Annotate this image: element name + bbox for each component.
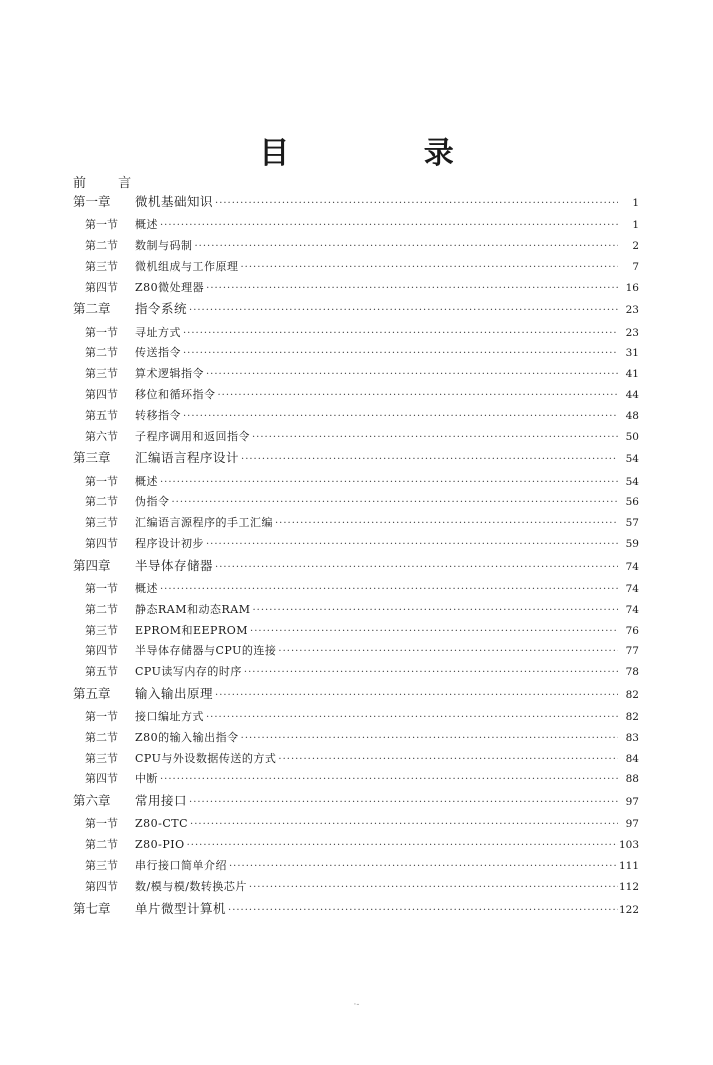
toc-section-row <box>73 642 639 663</box>
chapter-number: 第二章 <box>73 301 111 317</box>
dot-leader <box>190 819 618 830</box>
dot-leader <box>215 562 618 573</box>
dot-leader <box>183 348 618 359</box>
chapter-title: 半导体存储器 <box>135 557 214 573</box>
section-title: EPROM和EEPROM <box>135 623 249 637</box>
page-number: 31 <box>625 347 639 360</box>
section-number: 第二节 <box>85 730 118 744</box>
page-number: 97 <box>625 818 639 831</box>
table-of-contents <box>73 192 639 923</box>
chapter-title: 单片微型计算机 <box>135 900 227 916</box>
dot-leader <box>275 518 618 529</box>
section-number: 第三节 <box>85 516 118 530</box>
section-number: 第一节 <box>85 474 118 488</box>
section-title: 传送指令 <box>135 346 181 360</box>
page-number: 23 <box>625 304 639 317</box>
dot-leader <box>187 840 618 851</box>
toc-section-row <box>73 386 639 407</box>
dot-leader <box>206 539 618 550</box>
section-title: Z80-PIO <box>135 838 185 852</box>
page-number: 1 <box>632 197 639 209</box>
section-number: 第六节 <box>85 429 118 443</box>
dot-leader <box>183 411 618 422</box>
section-title: 微机组成与工作原理 <box>135 259 239 273</box>
chapter-title: 常用接口 <box>135 793 188 809</box>
dot-leader <box>278 754 618 765</box>
section-title: 子程序调用和返回指令 <box>135 429 250 443</box>
dot-leader <box>206 712 618 723</box>
chapter-title: 输入输出原理 <box>135 685 214 701</box>
toc-section-row <box>73 324 639 345</box>
page-number: 83 <box>625 731 639 744</box>
dot-leader <box>189 305 618 316</box>
chapter-number: 第七章 <box>73 900 111 916</box>
preface-heading: 前 言 <box>73 176 146 191</box>
section-number: 第三节 <box>85 859 118 873</box>
section-number: 第四节 <box>85 772 118 786</box>
section-number: 第二节 <box>85 346 118 360</box>
toc-section-row <box>73 836 639 857</box>
page-number: 54 <box>625 453 639 466</box>
dot-leader <box>206 283 618 294</box>
toc-chapter-row <box>73 899 639 923</box>
page-number: 23 <box>625 326 639 339</box>
toc-section-row <box>73 708 639 729</box>
toc-section-row <box>73 535 639 556</box>
dot-leader <box>249 882 618 893</box>
dot-leader <box>250 626 618 637</box>
page-number: 44 <box>625 388 639 401</box>
toc-section-row <box>73 473 639 494</box>
section-number: 第三节 <box>85 367 118 381</box>
dot-leader <box>172 497 619 508</box>
chapter-title: 微机基础知识 <box>135 194 214 209</box>
page-number: 57 <box>625 517 639 530</box>
section-title: 串行接口简单介绍 <box>135 859 227 873</box>
page-footer-mark: ·- <box>353 1000 360 1010</box>
section-number: 第三节 <box>85 751 118 765</box>
section-title: 概述 <box>135 581 158 595</box>
page-number: 50 <box>625 430 639 443</box>
toc-section-row <box>73 580 639 601</box>
chapter-title: 指令系统 <box>135 301 188 317</box>
toc-section-row <box>73 344 639 365</box>
toc-section-row <box>73 237 639 258</box>
toc-chapter-row <box>73 556 639 580</box>
toc-chapter-row <box>73 448 639 472</box>
section-title: 静态RAM和动态RAM <box>135 602 251 616</box>
section-title: Z80-CTC <box>135 817 189 831</box>
chapter-number: 第一章 <box>73 194 111 209</box>
page-number: 48 <box>625 409 639 422</box>
page-number: 97 <box>625 796 639 809</box>
section-number: 第一节 <box>85 325 118 339</box>
dot-leader <box>229 861 618 872</box>
page-title: 目 录 <box>259 136 516 171</box>
section-title: 中断 <box>135 772 158 786</box>
page-number: 56 <box>625 496 639 509</box>
page-number: 16 <box>625 281 639 294</box>
dot-leader <box>206 369 618 380</box>
page-number: 111 <box>618 860 639 873</box>
chapter-number: 第五章 <box>73 685 111 701</box>
page-number: 103 <box>618 839 639 852</box>
dot-leader <box>160 220 618 231</box>
page-number: 82 <box>625 711 639 724</box>
section-number: 第一节 <box>85 817 118 831</box>
section-title: CPU读写内存的时序 <box>135 665 242 679</box>
section-number: 第五节 <box>85 665 118 679</box>
page-number: 59 <box>625 537 639 550</box>
section-title: 概述 <box>135 218 158 232</box>
page-number: 88 <box>625 773 639 786</box>
page-number: 82 <box>625 688 639 701</box>
dot-leader <box>160 774 618 785</box>
toc-section-row <box>73 857 639 878</box>
section-number: 第二节 <box>85 238 118 252</box>
section-title: 概述 <box>135 474 158 488</box>
toc-section-row <box>73 663 639 684</box>
page-number: 54 <box>625 475 639 488</box>
chapter-number: 第三章 <box>73 450 111 466</box>
toc-section-row <box>73 216 639 237</box>
section-number: 第二节 <box>85 602 118 616</box>
page-number: 74 <box>625 603 639 616</box>
toc-section-row <box>73 258 639 279</box>
section-number: 第一节 <box>85 581 118 595</box>
dot-leader <box>244 667 618 678</box>
section-title: 转移指令 <box>135 408 181 422</box>
dot-leader <box>241 733 618 744</box>
toc-section-row <box>73 815 639 836</box>
section-title: 伪指令 <box>135 495 170 509</box>
section-number: 第三节 <box>85 623 118 637</box>
page-number: 122 <box>618 903 639 916</box>
section-number: 第三节 <box>85 259 118 273</box>
section-title: 算术逻辑指令 <box>135 367 204 381</box>
section-number: 第一节 <box>85 710 118 724</box>
section-title: Z80微处理器 <box>135 280 205 294</box>
dot-leader <box>241 262 619 273</box>
dot-leader <box>215 690 618 701</box>
section-title: 接口编址方式 <box>135 710 204 724</box>
dot-leader <box>195 241 619 252</box>
page-number: 1 <box>632 219 639 232</box>
chapter-title: 汇编语言程序设计 <box>135 450 240 466</box>
toc-chapter-row <box>73 192 639 216</box>
section-title: Z80的输入输出指令 <box>135 730 239 744</box>
section-number: 第四节 <box>85 280 118 294</box>
toc-section-row <box>73 493 639 514</box>
dot-leader <box>183 328 618 339</box>
page-number: 76 <box>625 624 639 637</box>
page-number: 74 <box>625 582 639 595</box>
page-number: 84 <box>625 752 639 765</box>
section-title: 半导体存储器与CPU的连接 <box>135 644 277 658</box>
section-title: 数/模与模/数转换芯片 <box>135 879 247 893</box>
page-number: 2 <box>632 239 639 252</box>
page-number: 41 <box>625 368 639 381</box>
section-number: 第一节 <box>85 218 118 232</box>
toc-chapter-row <box>73 791 639 815</box>
section-number: 第四节 <box>85 644 118 658</box>
dot-leader <box>189 797 618 808</box>
toc-section-row <box>73 279 639 300</box>
toc-chapter-row <box>73 684 639 708</box>
section-title: 移位和循环指令 <box>135 387 216 401</box>
chapter-number: 第六章 <box>73 793 111 809</box>
toc-section-row <box>73 601 639 622</box>
section-number: 第二节 <box>85 838 118 852</box>
toc-section-row <box>73 514 639 535</box>
toc-section-row <box>73 878 639 899</box>
toc-chapter-row <box>73 299 639 323</box>
chapter-number: 第四章 <box>73 557 111 573</box>
dot-leader <box>278 646 618 657</box>
section-number: 第二节 <box>85 495 118 509</box>
section-title: CPU与外设数据传送的方式 <box>135 751 277 765</box>
page-number: 74 <box>625 560 639 573</box>
dot-leader <box>215 198 618 209</box>
page-number: 7 <box>632 260 639 273</box>
dot-leader <box>252 432 618 443</box>
dot-leader <box>160 584 618 595</box>
dot-leader <box>160 477 618 488</box>
toc-section-row <box>73 770 639 791</box>
dot-leader <box>218 390 619 401</box>
toc-section-row <box>73 750 639 771</box>
dot-leader <box>252 605 618 616</box>
section-title: 寻址方式 <box>135 325 181 339</box>
page-number: 112 <box>618 880 639 893</box>
dot-leader <box>228 905 618 916</box>
section-number: 第五节 <box>85 408 118 422</box>
toc-section-row <box>73 622 639 643</box>
dot-leader <box>241 454 618 465</box>
toc-section-row <box>73 407 639 428</box>
section-number: 第四节 <box>85 536 118 550</box>
toc-section-row <box>73 729 639 750</box>
page-number: 78 <box>625 666 639 679</box>
toc-section-row <box>73 428 639 449</box>
page-number: 77 <box>625 645 639 658</box>
section-title: 程序设计初步 <box>135 536 204 550</box>
toc-section-row <box>73 365 639 386</box>
section-number: 第四节 <box>85 387 118 401</box>
section-title: 汇编语言源程序的手工汇编 <box>135 516 273 530</box>
section-number: 第四节 <box>85 879 118 893</box>
section-title: 数制与码制 <box>135 238 193 252</box>
